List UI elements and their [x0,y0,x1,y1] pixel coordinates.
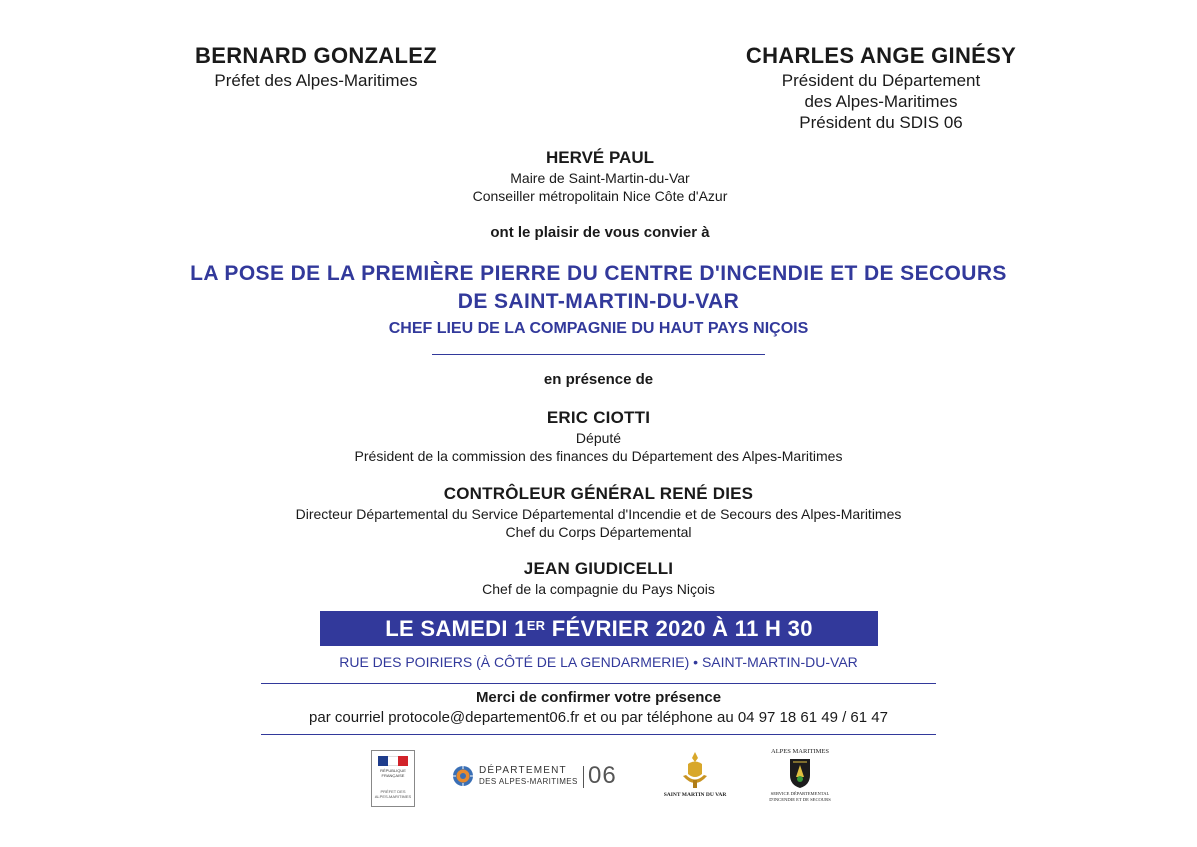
event-subtitle: CHEF LIEU DE LA COMPAGNIE DU HAUT PAYS NIÇOIS [388,320,809,337]
divider [261,683,936,684]
departement-logo-number: 06 [588,762,617,789]
saint-martin-crest-icon [680,750,710,792]
departement-emblem-icon [452,765,474,787]
host-prefect-title: Préfet des Alpes-Maritimes [214,71,418,90]
prefecture-logo [371,750,415,807]
host-president-title-2: des Alpes-Maritimes [804,92,958,111]
rsvp-title: Merci de confirmer votre présence [475,689,722,706]
departement-logo [452,764,632,790]
divider [583,766,584,788]
host-mayor-title-2: Conseiller métropolitain Nice Côte d'Azur [472,188,728,204]
host-president-name: CHARLES ANGE GINÉSY [745,43,1017,68]
saint-martin-du-var-logo [658,750,732,805]
guest-title: Député [575,430,622,446]
divider [432,354,765,355]
guest [150,407,1047,465]
sdis-logo-bottom-2: D'INCENDIE ET DE SECOURS [769,796,831,802]
sdis-shield-icon [788,757,812,789]
sdis-logo-bottom [760,791,840,802]
guest-title: Président de la commission des finances du Département des Alpes-Maritimes [354,448,843,464]
guest-name: CONTRÔLEUR GÉNÉRAL RENÉ DIES [443,484,754,503]
guest [150,558,1047,598]
guest-name: ERIC CIOTTI [546,408,651,427]
guest-name: JEAN GIUDICELLI [523,559,674,578]
sdis-logo-top: ALPES MARITIMES [771,748,829,755]
host-prefect-name: BERNARD GONZALEZ [195,43,437,68]
saint-martin-logo-text: SAINT MARTIN DU VAR [663,792,727,798]
departement-logo-line-1: DÉPARTEMENT [479,765,567,776]
sdis-logo [760,748,840,806]
date-prefix: LE SAMEDI 1 [385,616,527,641]
prefecture-logo-top: RÉPUBLIQUE FRANÇAISE [380,768,406,778]
rsvp-contact: par courriel protocole@departement06.fr et ou par téléphone au 04 97 18 61 49 / 61 47 [309,709,888,726]
event-title-line-1: LA POSE DE LA PREMIÈRE PIERRE DU CENTRE D'INCENDIE ET DE SECOURS [190,262,1007,285]
event-title-line-2: DE SAINT-MARTIN-DU-VAR [457,290,740,313]
date-suffix: FÉVRIER 2020 À 11 H 30 [545,616,813,641]
guest-title: Chef de la compagnie du Pays Niçois [482,581,715,597]
guest [150,483,1047,541]
date-superscript: ER [526,618,546,633]
french-flag-icon [378,756,408,766]
host-prefect [166,42,466,91]
host-president-title-1: Président du Département [781,71,981,90]
event-date-banner [320,611,878,646]
guest-title: Chef du Corps Départemental [505,524,692,540]
host-president [700,42,1062,133]
sdis-logo-bottom-1: SERVICE DÉPARTEMENTAL [770,791,830,796]
host-mayor [350,147,850,205]
host-mayor-name: HERVÉ PAUL [545,148,654,167]
guest-title: Directeur Départemental du Service Départemental d'Incendie et de Secours des Alpes-Maritimes [295,506,902,522]
event-title [100,260,1097,316]
prefecture-logo-bottom: PRÉFET DES ALPES-MARITIMES [374,789,412,799]
host-mayor-title-1: Maire de Saint-Martin-du-Var [510,170,690,186]
departement-logo-line-2: DES ALPES-MARITIMES [479,777,578,786]
divider [261,734,936,735]
host-president-title-3: Président du SDIS 06 [799,113,963,132]
invite-text: ont le plaisir de vous convier à [490,224,710,241]
presence-text: en présence de [543,371,654,388]
event-address: RUE DES POIRIERS (À CÔTÉ DE LA GENDARMERIE) • SAINT-MARTIN-DU-VAR [339,654,858,670]
